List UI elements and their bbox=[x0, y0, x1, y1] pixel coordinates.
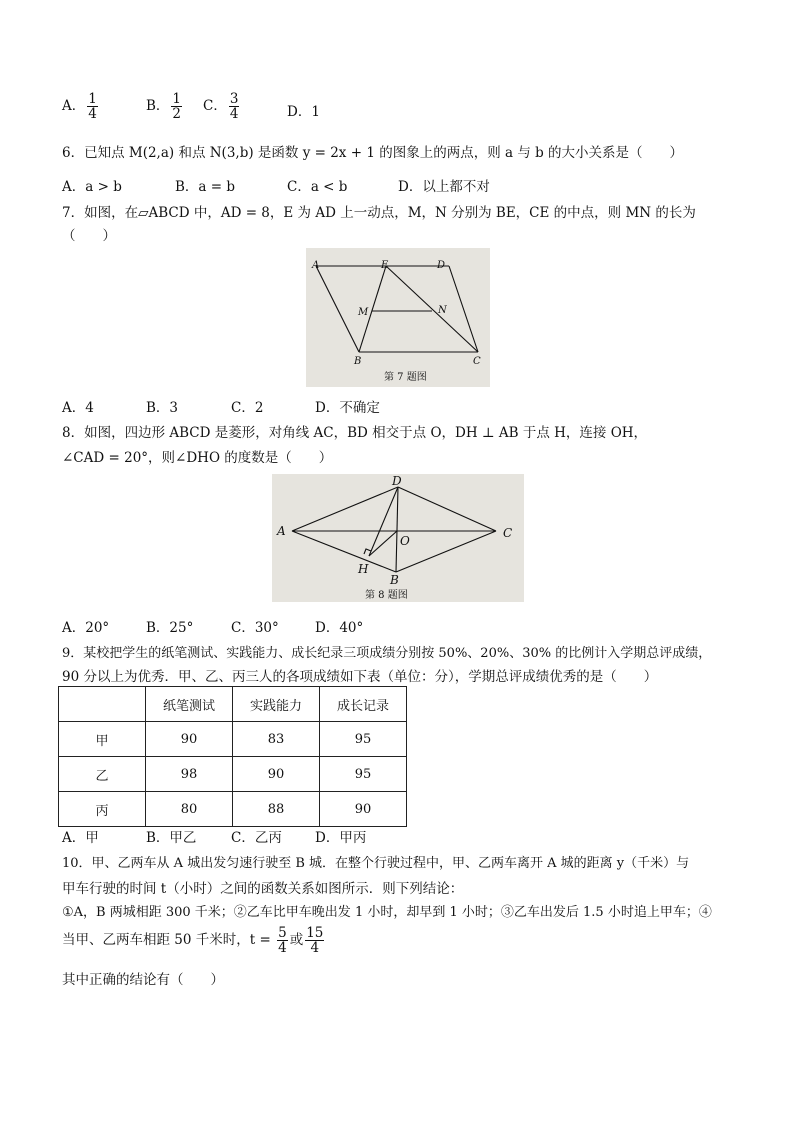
point-label-h: H bbox=[358, 562, 369, 576]
numerator: 3 bbox=[229, 91, 239, 107]
option-label: C． bbox=[203, 98, 227, 115]
table-cell: 95 bbox=[320, 722, 407, 757]
point-label-b: B bbox=[390, 573, 399, 587]
point-label-a: A bbox=[312, 260, 320, 271]
segment-ho bbox=[369, 531, 397, 556]
q9-option-a[interactable]: A．甲 bbox=[62, 830, 99, 846]
option-text: 1 bbox=[311, 104, 320, 120]
parallelogram-diagram bbox=[306, 248, 490, 387]
point-label-o: O bbox=[400, 534, 410, 548]
point-label-c: C bbox=[473, 356, 481, 367]
q9-stem-line1: 9．某校把学生的纸笔测试、实践能力、成长纪录三项成绩分别按 50%、20%、30% 的比例计入学期总评成绩， bbox=[62, 646, 712, 661]
option-label: A． bbox=[62, 98, 86, 115]
q10-stem-line2: 甲车行驶的时间 t（小时）之间的函数关系如图所示．则下列结论： bbox=[62, 881, 464, 897]
segment-dc bbox=[398, 487, 496, 531]
fraction bbox=[171, 92, 182, 121]
q10-stem-line3: ①A，B 两城相距 300 千米；②乙车比甲车晚出发 1 小时，却早到 1 小时；③乙车出发后 1.5 小时追上甲车；④ bbox=[62, 905, 712, 920]
denominator: 2 bbox=[172, 106, 182, 123]
q5-option-d[interactable] bbox=[287, 100, 320, 120]
point-label-d: D bbox=[437, 260, 446, 271]
q5-option-a[interactable] bbox=[62, 92, 100, 121]
q7-option-a[interactable]: A．4 bbox=[62, 400, 94, 416]
q7-option-b[interactable]: B．3 bbox=[146, 400, 179, 416]
table-header-cell bbox=[59, 687, 146, 722]
table-cell: 98 bbox=[146, 757, 233, 792]
table-header-cell: 实践能力 bbox=[233, 687, 320, 722]
q7-option-c[interactable]: C．2 bbox=[231, 400, 264, 416]
q8-option-d[interactable]: D．40° bbox=[315, 620, 364, 636]
table-cell: 丙 bbox=[59, 792, 146, 827]
point-label-n: N bbox=[438, 305, 447, 316]
point-label-d: D bbox=[392, 474, 402, 488]
table-cell: 90 bbox=[320, 792, 407, 827]
q10-stem-line4 bbox=[62, 926, 326, 955]
q8-option-a[interactable]: A．20° bbox=[62, 620, 110, 636]
table-cell: 80 bbox=[146, 792, 233, 827]
table-cell: 乙 bbox=[59, 757, 146, 792]
point-label-m: M bbox=[358, 307, 369, 318]
denominator: 4 bbox=[310, 940, 320, 957]
numerator: 1 bbox=[88, 91, 97, 107]
q8-figure bbox=[272, 474, 524, 602]
q8-option-c[interactable]: C．30° bbox=[231, 620, 279, 636]
q9-option-b[interactable]: B．甲乙 bbox=[146, 830, 197, 846]
point-label-b: B bbox=[354, 356, 362, 367]
q5-option-b[interactable] bbox=[146, 92, 184, 121]
point-label-c: C bbox=[503, 526, 513, 540]
q7-stem-line2: （ ） bbox=[62, 228, 116, 244]
figure-caption: 第 8 题图 bbox=[365, 590, 408, 601]
q9-option-d[interactable]: D．甲丙 bbox=[315, 830, 367, 846]
segment-ba bbox=[292, 531, 396, 572]
q6-option-b[interactable]: B．a = b bbox=[175, 179, 236, 195]
fraction bbox=[277, 926, 288, 955]
q7-figure bbox=[306, 248, 490, 387]
or-text: 或 bbox=[289, 932, 304, 949]
fraction bbox=[87, 92, 98, 121]
q9-stem-line2: 90 分以上为优秀．甲、乙、丙三人的各项成绩如下表（单位：分），学期总评成绩优秀的是（ ） bbox=[62, 669, 658, 685]
table-row bbox=[59, 792, 407, 827]
q8-option-b[interactable]: B．25° bbox=[146, 620, 194, 636]
q10-line4-text: 当甲、乙两车相距 50 千米时，t = bbox=[62, 932, 271, 949]
numerator: 1 bbox=[172, 91, 182, 107]
option-label: D． bbox=[287, 104, 312, 120]
table-cell: 甲 bbox=[59, 722, 146, 757]
table-cell: 90 bbox=[146, 722, 233, 757]
q8-stem-line2: ∠CAD = 20°，则∠DHO 的度数是（ ） bbox=[62, 450, 333, 466]
denominator: 4 bbox=[229, 106, 239, 123]
q6-option-c[interactable]: C．a < b bbox=[287, 179, 348, 195]
numerator: 5 bbox=[278, 925, 287, 941]
q5-option-c[interactable] bbox=[203, 92, 241, 121]
denominator: 4 bbox=[88, 106, 97, 123]
segment-cb bbox=[396, 531, 496, 572]
point-label-e: E bbox=[381, 260, 389, 271]
rhombus-diagram bbox=[272, 474, 524, 602]
table-cell: 90 bbox=[233, 757, 320, 792]
table-header-cell: 成长记录 bbox=[320, 687, 407, 722]
fraction bbox=[229, 92, 240, 121]
q6-option-d[interactable]: D．以上都不对 bbox=[398, 179, 490, 195]
numerator: 15 bbox=[306, 925, 324, 941]
table-row bbox=[59, 757, 407, 792]
q10-stem-line5: 其中正确的结论有（ ） bbox=[62, 972, 224, 988]
q7-stem-line1: 7．如图，在▱ABCD 中，AD = 8，E 为 AD 上一动点，M，N 分别为 BE，CE 的中点，则 MN 的长为 bbox=[62, 205, 696, 221]
segment-ab bbox=[316, 266, 359, 352]
table-header-cell: 纸笔测试 bbox=[146, 687, 233, 722]
figure-caption: 第 7 题图 bbox=[384, 372, 427, 383]
q6-stem: 6．已知点 M(2,a) 和点 N(3,b) 是函数 y = 2x + 1 的图象上的两点，则 a 与 b 的大小关系是（ ） bbox=[62, 145, 684, 161]
score-table bbox=[58, 686, 407, 827]
table-header-row bbox=[59, 687, 407, 722]
point-label-a: A bbox=[277, 524, 286, 538]
q7-option-d[interactable]: D．不确定 bbox=[315, 400, 380, 416]
table-cell: 83 bbox=[233, 722, 320, 757]
diagonal-bd bbox=[396, 487, 398, 572]
table-cell: 88 bbox=[233, 792, 320, 827]
table-cell: 95 bbox=[320, 757, 407, 792]
fraction bbox=[305, 926, 324, 955]
q8-stem-line1: 8．如图，四边形 ABCD 是菱形，对角线 AC，BD 相交于点 O，DH ⊥ AB 于点 H，连接 OH， bbox=[62, 425, 648, 441]
q10-stem-line1: 10．甲、乙两车从 A 城出发匀速行驶至 B 城．在整个行驶过程中，甲、乙两车离开 A 城的距离 y（千米）与 bbox=[62, 856, 690, 871]
q9-option-c[interactable]: C．乙丙 bbox=[231, 830, 282, 846]
option-label: B． bbox=[146, 98, 170, 115]
segment-ec bbox=[386, 266, 478, 352]
denominator: 4 bbox=[278, 940, 287, 957]
table-row bbox=[59, 722, 407, 757]
q6-option-a[interactable]: A．a > b bbox=[62, 179, 122, 195]
